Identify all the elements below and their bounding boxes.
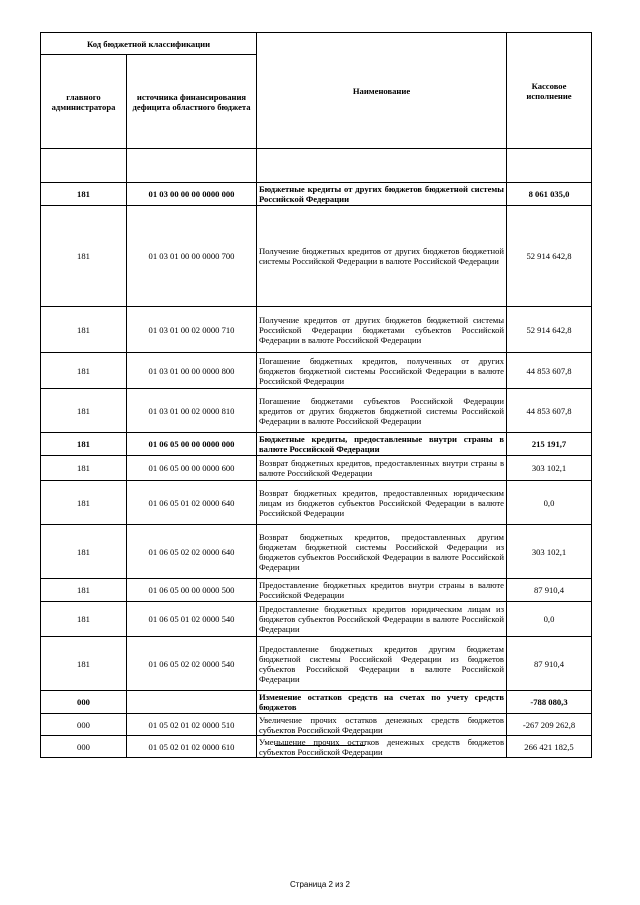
name-cell: Предоставление бюджетных кредитов юридическим лицам из бюджетов субъектов Российской Федерации в валюте Российской Федерации (257, 602, 507, 637)
amount-cell: -267 209 262,8 (507, 714, 592, 736)
admin-code-cell: 181 (41, 602, 127, 637)
name-cell: Погашение бюджетных кредитов, полученных от других бюджетов бюджетной системы Российской Федерации в валюте Российской Федерации (257, 353, 507, 389)
name-cell: Возврат бюджетных кредитов, предоставленных юридическим лицам из бюджетов субъектов Российской Федерации в валюте Российской Федерации (257, 481, 507, 525)
header-name: Наименование (257, 33, 507, 149)
name-cell: Погашение бюджетами субъектов Российской Федерации кредитов от других бюджетов бюджетной системы Российской Федерации в валюте Российской Федерации (257, 389, 507, 433)
header-spacer-row (41, 149, 592, 183)
name-cell: Изменение остатков средств на счетах по учету средств бюджетов (257, 691, 507, 714)
header-sum: Кассовое исполнение (507, 33, 592, 149)
source-code-cell: 01 06 05 00 00 0000 600 (127, 456, 257, 481)
table-row (41, 481, 592, 525)
table-row (41, 579, 592, 602)
source-code-cell: 01 05 02 01 02 0000 610 (127, 736, 257, 758)
source-code-cell: 01 03 00 00 00 0000 000 (127, 183, 257, 206)
table-row (41, 183, 592, 206)
table-row (41, 637, 592, 691)
amount-cell: 215 191,7 (507, 433, 592, 456)
table-row (41, 433, 592, 456)
budget-table (40, 32, 592, 758)
source-code-cell: 01 03 01 00 02 0000 810 (127, 389, 257, 433)
admin-code-cell: 181 (41, 183, 127, 206)
table-row (41, 691, 592, 714)
admin-code-cell: 000 (41, 736, 127, 758)
table-row (41, 206, 592, 307)
amount-cell: 266 421 182,5 (507, 736, 592, 758)
source-code-cell (127, 691, 257, 714)
table-row (41, 456, 592, 481)
amount-cell: 0,0 (507, 481, 592, 525)
table-row (41, 602, 592, 637)
header-admin: главного администратора (41, 55, 127, 149)
source-code-cell: 01 03 01 00 00 0000 700 (127, 206, 257, 307)
amount-cell: 52 914 642,8 (507, 307, 592, 353)
amount-cell: -788 080,3 (507, 691, 592, 714)
source-code-cell: 01 06 05 02 02 0000 640 (127, 525, 257, 579)
table-row (41, 307, 592, 353)
table-row (41, 353, 592, 389)
source-code-cell: 01 06 05 00 00 0000 000 (127, 433, 257, 456)
source-code-cell: 01 06 05 00 00 0000 500 (127, 579, 257, 602)
name-cell: Предоставление бюджетных кредитов внутри страны в валюте Российской Федерации (257, 579, 507, 602)
header-budget-code: Код бюджетной классификации (41, 33, 257, 55)
name-cell: Получение бюджетных кредитов от других бюджетов бюджетной системы Российской Федерации в валюте Российской Федерации (257, 206, 507, 307)
admin-code-cell: 181 (41, 456, 127, 481)
admin-code-cell: 181 (41, 637, 127, 691)
admin-code-cell: 181 (41, 579, 127, 602)
amount-cell: 303 102,1 (507, 525, 592, 579)
name-cell: Увеличение прочих остатков денежных средств бюджетов субъектов Российской Федерации (257, 714, 507, 736)
admin-code-cell: 181 (41, 525, 127, 579)
admin-code-cell: 181 (41, 481, 127, 525)
admin-code-cell: 181 (41, 206, 127, 307)
source-code-cell: 01 06 05 02 02 0000 540 (127, 637, 257, 691)
header-source: источника финансирования дефицита областного бюджета (127, 55, 257, 149)
footer-divider (275, 745, 365, 746)
source-code-cell: 01 06 05 01 02 0000 640 (127, 481, 257, 525)
name-cell: Бюджетные кредиты от других бюджетов бюджетной системы Российской Федерации (257, 183, 507, 206)
amount-cell: 44 853 607,8 (507, 353, 592, 389)
name-cell: Возврат бюджетных кредитов, предоставленных другим бюджетам бюджетной системы Российской Федерации из бюджетов субъектов Российской Федерации в валюте Российской Федерации (257, 525, 507, 579)
amount-cell: 8 061 035,0 (507, 183, 592, 206)
amount-cell: 44 853 607,8 (507, 389, 592, 433)
source-code-cell: 01 03 01 00 02 0000 710 (127, 307, 257, 353)
table-row (41, 736, 592, 758)
name-cell: Предоставление бюджетных кредитов другим бюджетам бюджетной системы Российской Федерации из бюджетов субъектов Российской Федерации в валюте Российской Федерации (257, 637, 507, 691)
name-cell: Бюджетные кредиты, предоставленные внутри страны в валюте Российской Федерации (257, 433, 507, 456)
admin-code-cell: 181 (41, 389, 127, 433)
amount-cell: 87 910,4 (507, 637, 592, 691)
page-number: Страница 2 из 2 (290, 880, 350, 889)
admin-code-cell: 000 (41, 714, 127, 736)
name-cell: Уменьшение прочих остатков денежных средств бюджетов субъектов Российской Федерации (257, 736, 507, 758)
name-cell: Возврат бюджетных кредитов, предоставленных внутри страны в валюте Российской Федерации (257, 456, 507, 481)
table-body (41, 183, 592, 758)
amount-cell: 0,0 (507, 602, 592, 637)
source-code-cell: 01 06 05 01 02 0000 540 (127, 602, 257, 637)
amount-cell: 87 910,4 (507, 579, 592, 602)
admin-code-cell: 181 (41, 433, 127, 456)
source-code-cell: 01 05 02 01 02 0000 510 (127, 714, 257, 736)
admin-code-cell: 181 (41, 353, 127, 389)
table-row (41, 525, 592, 579)
admin-code-cell: 181 (41, 307, 127, 353)
admin-code-cell: 000 (41, 691, 127, 714)
amount-cell: 52 914 642,8 (507, 206, 592, 307)
name-cell: Получение кредитов от других бюджетов бюджетной системы Российской Федерации бюджетами субъектов Российской Федерации в валюте Российской Федерации (257, 307, 507, 353)
table-row (41, 714, 592, 736)
source-code-cell: 01 03 01 00 00 0000 800 (127, 353, 257, 389)
table-row (41, 389, 592, 433)
amount-cell: 303 102,1 (507, 456, 592, 481)
